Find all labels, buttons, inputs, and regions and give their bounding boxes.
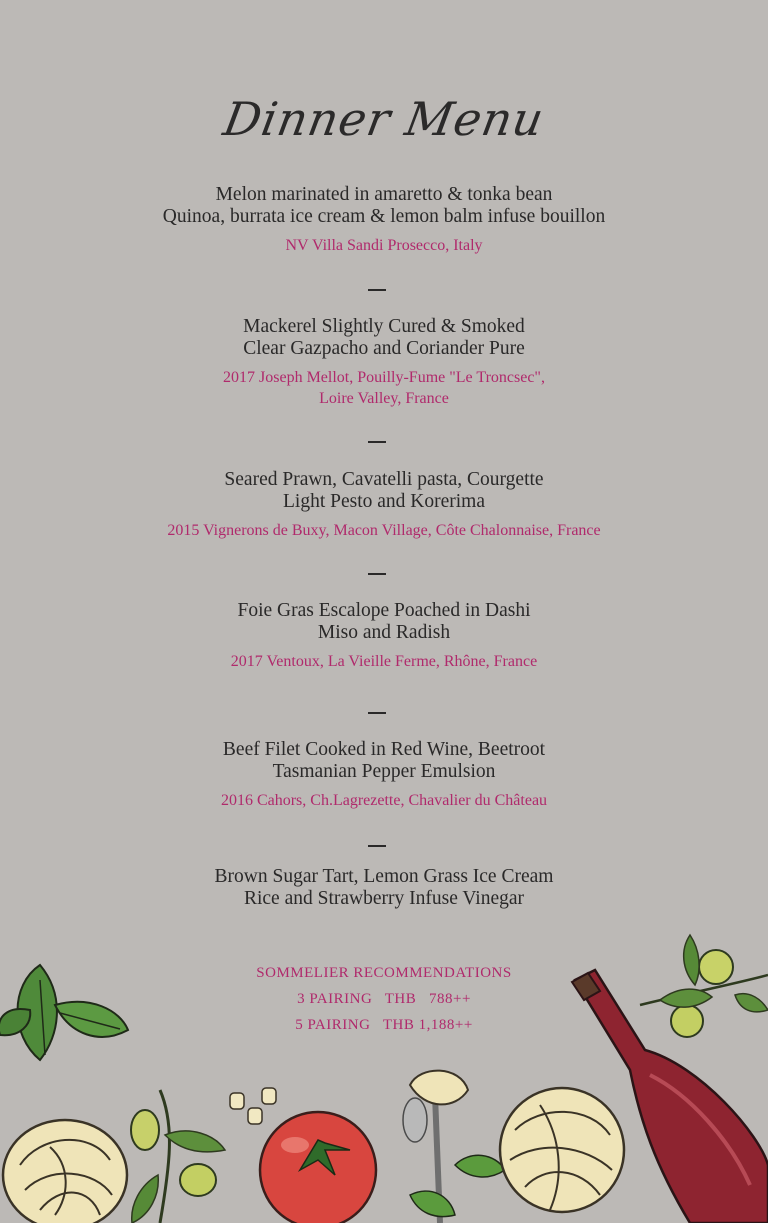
- dish-line: Tasmanian Pepper Emulsion: [272, 761, 496, 782]
- dish-line: Rice and Strawberry Infuse Vinegar: [243, 888, 525, 909]
- dish-line: Light Pesto and Korerima: [283, 491, 485, 512]
- wine-pairing: 2017 Ventoux, La Vieille Ferme, Rhône, France: [230, 653, 538, 670]
- dish-line: Clear Gazpacho and Coriander Pure: [243, 338, 525, 359]
- pasta-pieces-icon: [230, 1088, 276, 1124]
- wine-pairing: NV Villa Sandi Prosecco, Italy: [285, 237, 483, 254]
- course-3: [0, 469, 768, 541]
- dish-line: Miso and Radish: [317, 622, 451, 643]
- separator-dash: [368, 441, 386, 443]
- dish-line: Seared Prawn, Cavatelli pasta, Courgette: [224, 469, 544, 490]
- sommelier-recommendations: [0, 960, 768, 1038]
- dish-line: Beef Filet Cooked in Red Wine, Beetroot: [222, 739, 546, 760]
- tomato-icon: [260, 1112, 376, 1223]
- dish-line: Mackerel Slightly Cured & Smoked: [243, 316, 525, 337]
- separator-dash: [368, 573, 386, 575]
- pairing-5-price: 5 PAIRING THB 1,188++: [295, 1017, 473, 1033]
- separator-dash: [368, 289, 386, 291]
- dish-line: Brown Sugar Tart, Lemon Grass Ice Cream: [214, 866, 554, 887]
- wine-pairing: 2015 Vignerons de Buxy, Macon Village, Côte Chalonnaise, France: [167, 522, 601, 539]
- course-1: [0, 184, 768, 256]
- course-4: [0, 600, 768, 672]
- course-6: [0, 866, 768, 910]
- sommelier-heading: SOMMELIER RECOMMENDATIONS: [256, 965, 512, 981]
- dish-line: Foie Gras Escalope Poached in Dashi: [237, 600, 531, 621]
- menu-title: Dinner Menu: [219, 92, 549, 146]
- fork-icon: [403, 1071, 505, 1223]
- wine-pairing: 2016 Cahors, Ch.Lagrezette, Chavalier du Château: [220, 792, 548, 809]
- course-2: [0, 316, 768, 409]
- pairing-3-price: 3 PAIRING THB 788++: [297, 991, 471, 1007]
- course-5: [0, 739, 768, 811]
- dish-line: Melon marinated in amaretto & tonka bean: [215, 184, 553, 205]
- dish-line: Quinoa, burrata ice cream & lemon balm infuse bouillon: [162, 206, 606, 227]
- olive-branch-icon: [131, 1090, 225, 1223]
- wine-pairing: 2017 Joseph Mellot, Pouilly-Fume "Le Troncsec",: [223, 369, 545, 386]
- pasta-nest-icon: [500, 1088, 624, 1212]
- separator-dash: [368, 712, 386, 714]
- wine-pairing: Loire Valley, France: [319, 390, 449, 407]
- pasta-nest-icon: [3, 1120, 127, 1223]
- separator-dash: [368, 845, 386, 847]
